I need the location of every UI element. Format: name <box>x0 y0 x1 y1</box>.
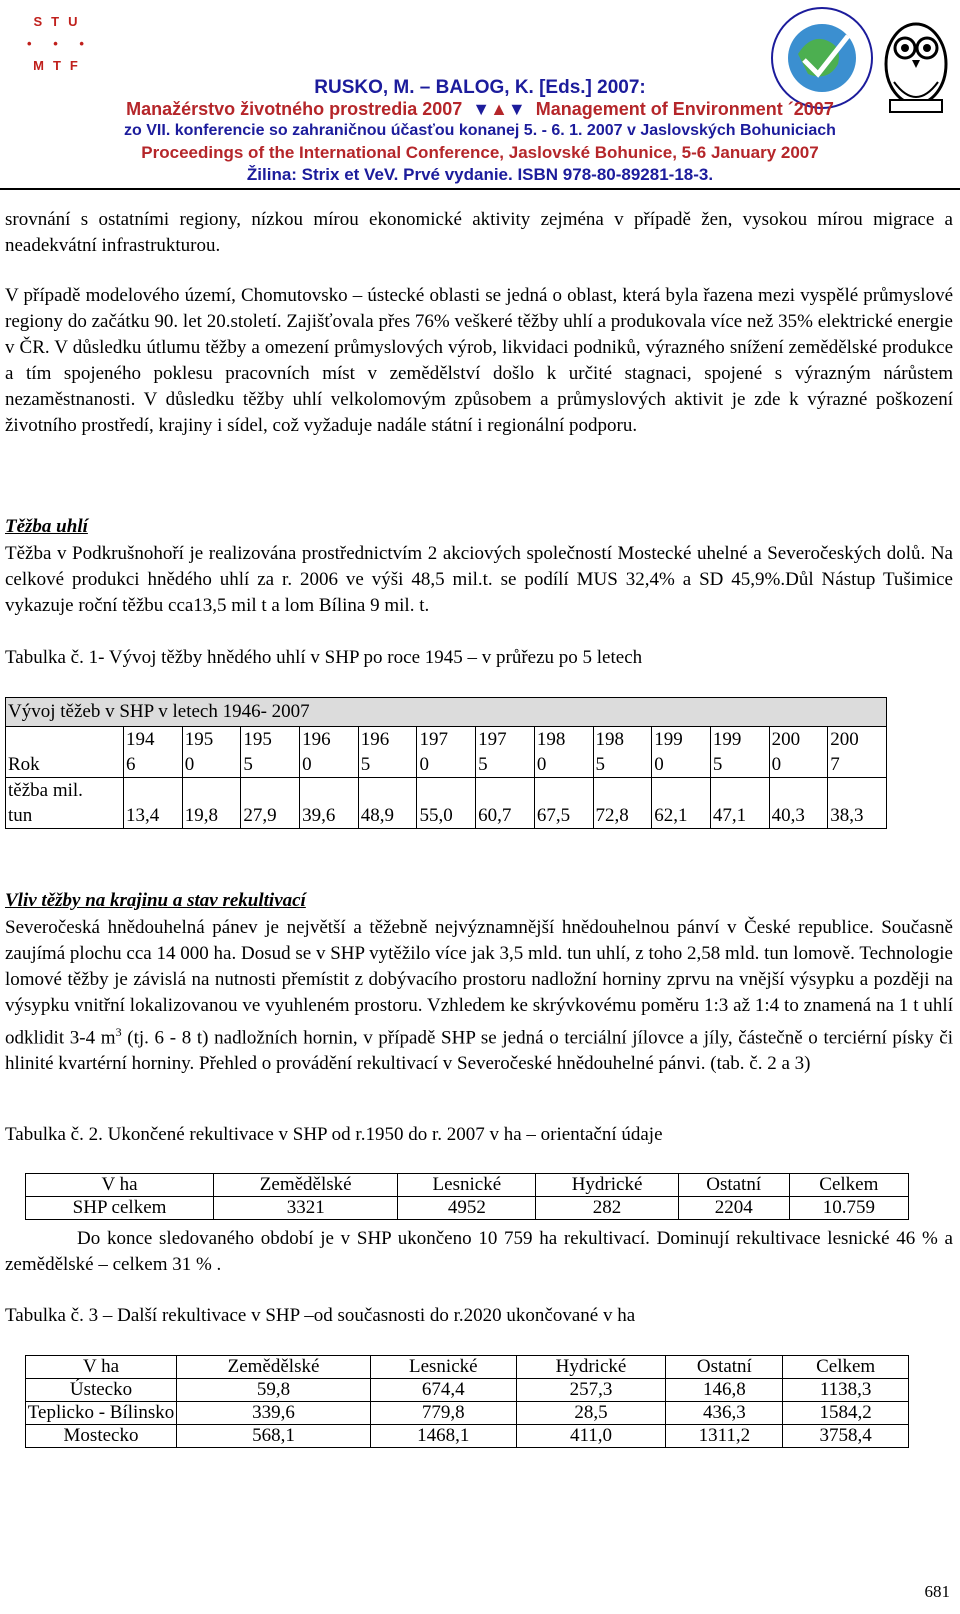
table2-caption: Tabulka č. 2. Ukončené rekultivace v SHP od r.1950 do r. 2007 v ha – orientační údaje <box>5 1124 663 1145</box>
table1-year-row <box>6 727 887 778</box>
table-cell: 436,3 <box>666 1402 783 1425</box>
table-cell: 199 0 <box>652 727 711 778</box>
table-cell: 13,4 <box>124 778 183 829</box>
table-cell: 146,8 <box>666 1379 783 1402</box>
table-cell: 199 5 <box>710 727 769 778</box>
table-cell: 195 0 <box>182 727 241 778</box>
header-conference-sk: zo VII. konferencie so zahraničnou účasťou konanej 5. - 6. 1. 2007 v Jaslovských Bohuniciach <box>124 122 836 139</box>
table-header-cell: V ha <box>26 1356 177 1379</box>
logo-stu-text: STU <box>33 14 87 29</box>
table-cell: 2204 <box>678 1197 789 1220</box>
table-cell: 1584,2 <box>783 1402 909 1425</box>
table1-title: Vývoj těžeb v SHP v letech 1946- 2007 <box>6 698 887 727</box>
table-3 <box>25 1355 909 1448</box>
table-cell: 55,0 <box>417 778 476 829</box>
table-cell: 339,6 <box>177 1402 371 1425</box>
table-cell: 72,8 <box>593 778 652 829</box>
table-header-cell: Lesnické <box>398 1174 536 1197</box>
table-cell: 60,7 <box>476 778 535 829</box>
table1-title-row <box>6 698 887 727</box>
table-row <box>26 1197 909 1220</box>
table-1 <box>5 697 887 829</box>
header-conference-en: Proceedings of the International Conference, Jaslovské Bohunice, 5-6 January 2007 <box>141 143 819 162</box>
table-header-cell: Hydrické <box>516 1356 666 1379</box>
table-cell: 257,3 <box>516 1379 666 1402</box>
table-header-cell: Celkem <box>783 1356 909 1379</box>
table-header-cell: Ostatní <box>666 1356 783 1379</box>
table-cell: Mostecko <box>26 1425 177 1448</box>
table-cell: 195 5 <box>241 727 300 778</box>
table-header-cell: V ha <box>26 1174 214 1197</box>
paragraph-2: V případě modelového území, Chomutovsko – ústecké oblasti se jedná o oblast, která byla řazena mezi vyspělé průmyslové regiony do začátku 90. let 20.století. Zajišťovala přes 76% veškeré těžby uhlí a produkovala více než 35% elektrické energie v ČR. V důsledku útlumu těžby a omezení průmyslových výrob, likvidaci podniků, výrazného snížení zemědělské produkce a tím spojeného poklesu pracovních míst v zemědělství došlo k určité stagnaci, spojené s výrazným nárůstem nezaměstnanosti. V důsledku těžby uhlí velkolomovým způsobem a průmyslových aktivit je zde k výrazné poškození životního prostředí, krajiny i sídel, což vyžaduje nadále státní i regionální podporu. <box>5 285 953 436</box>
table-header-cell: Lesnické <box>371 1356 516 1379</box>
table-cell: 282 <box>536 1197 678 1220</box>
table3-caption: Tabulka č. 3 – Další rekultivace v SHP –od současnosti do r.2020 ukončované v ha <box>5 1305 636 1326</box>
table1-caption: Tabulka č. 1- Vývoj těžby hnědého uhlí v SHP po roce 1945 – v průřezu po 5 letech <box>5 647 643 668</box>
logo-mtf-text: MTF <box>33 58 87 73</box>
table-cell: 40,3 <box>769 778 828 829</box>
table-row <box>26 1402 909 1425</box>
table-row <box>26 1379 909 1402</box>
table-cell: 39,6 <box>300 778 359 829</box>
table1-value-label: těžba mil. tun <box>6 778 124 829</box>
table1-value-row <box>6 778 887 829</box>
header-divider <box>0 188 960 190</box>
table-2 <box>25 1173 909 1220</box>
table-cell: 67,5 <box>534 778 593 829</box>
table-cell: 1311,2 <box>666 1425 783 1448</box>
table-cell: 568,1 <box>177 1425 371 1448</box>
table-cell: 198 5 <box>593 727 652 778</box>
table-cell: 10.759 <box>789 1197 908 1220</box>
table-cell: 3758,4 <box>783 1425 909 1448</box>
table-cell: SHP celkem <box>26 1197 214 1220</box>
table-cell: 47,1 <box>710 778 769 829</box>
heading-tezba-uhli: Těžba uhlí <box>5 516 88 537</box>
table-cell: 779,8 <box>371 1402 516 1425</box>
header-publisher: Žilina: Strix et VeV. Prvé vydanie. ISBN 978-80-89281-18-3. <box>246 165 714 184</box>
table2-header-row <box>26 1174 909 1197</box>
table-cell: 197 5 <box>476 727 535 778</box>
table-cell: 200 7 <box>828 727 887 778</box>
paragraph-4: Severočeská hnědouhelná pánev je největší a těžebně nejvýznamnější hnědouhelnou pánví v České republice. Současně zaujímá plochu cca 14 000 ha. Dosud se v SHP vytěžilo více jak 3,5 mld. tun uhlí, z toho 2,58 mld. tun lomově. Technologie lomové těžby je závislá na nutnosti přemístit z dobývacího prostoru nadložní horniny zprvu na vnější výsypku a později na výsypku vnitřní lokalizovanou ve vyuhleném prostoru. Vzhledem ke skrývkovému poměru 1:3 až 1:4 to znamená na 1 t uhlí odklidit 3-4 $m^3$ (tj. 6 - 8 t) nadložních hornin, v případě SHP se jedná o terciální jílovce a jíly, částečně o terciérní písky či hlinité kvartérní horniny. Přehled o provádění rekultivací v Severočeské hnědouhelné pánvi. (tab. č. 2 a 3) <box>5 917 953 1075</box>
table-cell: 200 0 <box>769 727 828 778</box>
table-header-cell: Hydrické <box>536 1174 678 1197</box>
table-cell: 194 6 <box>124 727 183 778</box>
table-row <box>26 1425 909 1448</box>
table-cell: 19,8 <box>182 778 241 829</box>
table-cell: 196 0 <box>300 727 359 778</box>
paragraph-3: Těžba v Podkrušnohoří je realizována prostřednictvím 2 akciových společností Mostecké uhelné a Severočeských dolů. Na celkové produkci hnědého uhlí za r. 2006 ve výši 48,5 mil.t. se podílí MUS 32,4% a SD 45,9%.Důl Nástup Tušimice vykazuje roční těžbu cca13,5 mil t a lom Bílina 9 mil. t. <box>5 543 953 616</box>
table-cell: 59,8 <box>177 1379 371 1402</box>
header-title-en: Management of Environment ´2007 <box>535 99 834 119</box>
table-cell: 1468,1 <box>371 1425 516 1448</box>
table-cell: 28,5 <box>516 1402 666 1425</box>
table3-header-row <box>26 1356 909 1379</box>
header-title-sk: Manažérstvo životného prostredia 2007 <box>126 99 463 119</box>
table-cell: 196 5 <box>358 727 417 778</box>
heading-vliv-tezby: Vliv těžby na krajinu a stav rekultivací <box>5 890 306 911</box>
table-header-cell: Zemědělské <box>214 1174 398 1197</box>
table-cell: Teplicko - Bílinsko <box>26 1402 177 1425</box>
header-title-line <box>0 99 960 120</box>
table-cell: 62,1 <box>652 778 711 829</box>
table-cell: 1138,3 <box>783 1379 909 1402</box>
header-editors: RUSKO, M. – BALOG, K. [Eds.] 2007: <box>314 77 646 98</box>
table-cell: 48,9 <box>358 778 417 829</box>
table1-row-label: Rok <box>6 727 124 778</box>
paragraph-1: srovnání s ostatními regiony, nízkou mírou ekonomické aktivity zejména v případě žen, vysokou mírou migrace a neadekvátní infrastrukturou. <box>5 209 953 256</box>
table-header-cell: Celkem <box>789 1174 908 1197</box>
table-cell: 38,3 <box>828 778 887 829</box>
table-cell: 198 0 <box>534 727 593 778</box>
table-cell: 674,4 <box>371 1379 516 1402</box>
table-header-cell: Zemědělské <box>177 1356 371 1379</box>
triangle-icons: ▼▲▼ <box>467 99 531 119</box>
table-cell: 27,9 <box>241 778 300 829</box>
table-cell: Ústecko <box>26 1379 177 1402</box>
table-header-cell: Ostatní <box>678 1174 789 1197</box>
logo-dots: • • • <box>27 36 93 51</box>
page-number: 681 <box>924 1582 950 1601</box>
table-cell: 4952 <box>398 1197 536 1220</box>
paragraph-5: Do konce sledovaného období je v SHP ukončeno 10 759 ha rekultivací. Dominují rekultivace lesnické 46 % a zemědělské – celkem 31 % . <box>5 1228 953 1275</box>
table-cell: 411,0 <box>516 1425 666 1448</box>
table-cell: 197 0 <box>417 727 476 778</box>
table-cell: 3321 <box>214 1197 398 1220</box>
